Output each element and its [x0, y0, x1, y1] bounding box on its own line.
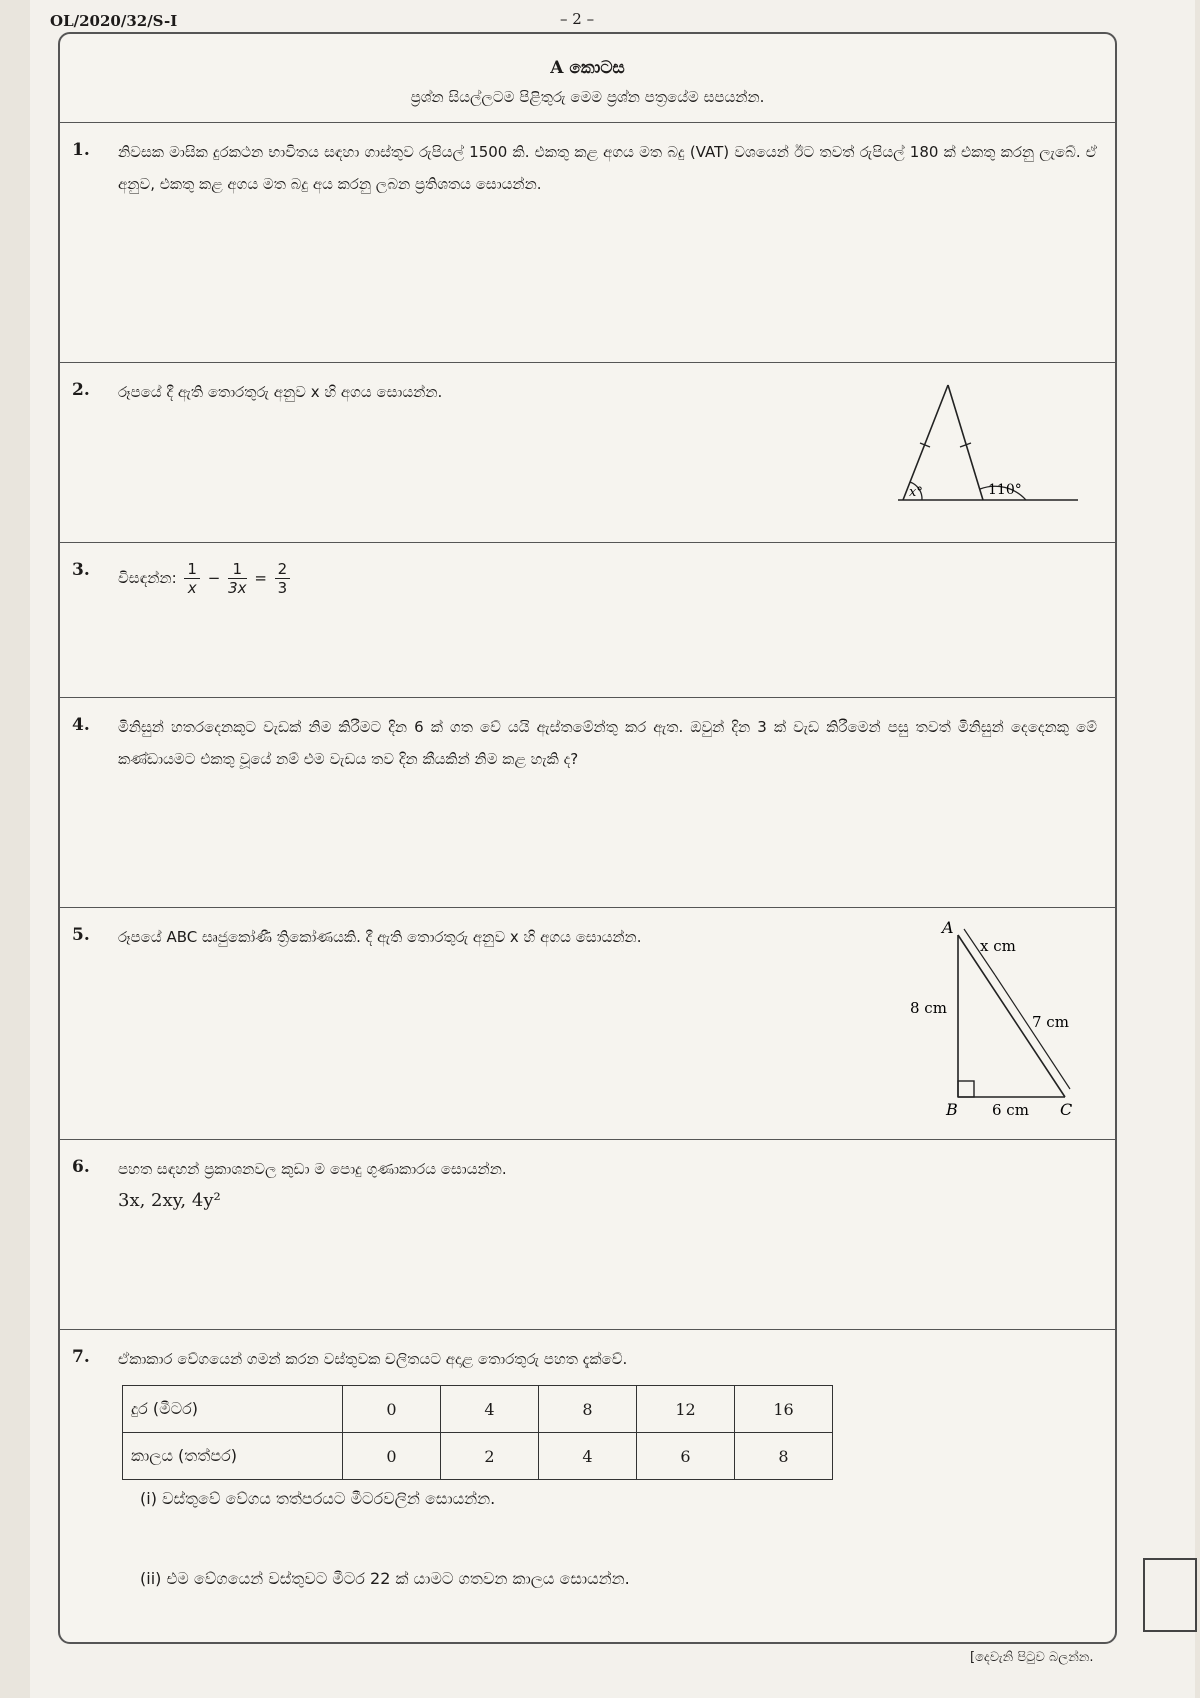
question-text: පහත සඳහන් ප්‍රකාශනවල කුඩා ම පොදු ගුණාකාරය සොයන්න. 3x, 2xy, 4y² — [118, 1153, 1097, 1217]
vertex-B: B — [946, 1100, 958, 1117]
dimension-7 — [995, 975, 1070, 1089]
distance-time-table — [122, 1385, 833, 1480]
isosceles-triangle-figure — [898, 377, 1098, 517]
question-text: මිනිසුන් හතරදෙනකුට වැඩක් නිම කිරීමට දින 6 ක් ගත වේ යයි ඇස්තමේන්තු කර ඇත. ඔවුන් දින 3 ක් වැඩ කිරීමෙන් පසු තවත් මිනිසුන් දෙදෙනකු මේ කණ්ඩායමට එකතු වූයේ නම් එම වැඩය තව දින කීයකින් නිම කළ හැකි ද? — [118, 718, 1097, 768]
question-2 — [60, 362, 1115, 543]
question-text: රූපයේ දී ඇති තොරතුරු අනුව x හි අගය සොයන්න. — [118, 383, 443, 401]
question-number: 7. — [72, 1347, 90, 1367]
question-text: ඒකාකාර වේගයෙන් ගමන් කරන වස්තුවක චලිතයට අදාළ තොරතුරු පහත දැක්වේ. — [118, 1350, 628, 1368]
question-text: විසඳන්න: $\frac{1}{x}$ − $\frac{1}{3x}$ = $\frac{2}{3}$ — [118, 560, 1097, 597]
question-number: 5. — [72, 925, 90, 945]
marks-box — [1143, 1558, 1197, 1632]
part-title: A කොටස — [550, 58, 625, 78]
part-instructions: ප්‍රශ්න සියල්ලටම පිළිතුරු මෙම ප්‍රශ්න පත්‍රයේම සපයන්න. — [410, 88, 765, 106]
left-side — [903, 385, 948, 500]
instruction-label: විසඳන්න: — [118, 569, 177, 587]
vertex-C: C — [1060, 1100, 1073, 1117]
page-number: – 2 – — [560, 10, 595, 28]
right-angle-mark — [958, 1081, 974, 1097]
expressions: 3x, 2xy, 4y² — [118, 1190, 221, 1211]
part-header — [60, 34, 1115, 123]
question-4 — [60, 697, 1115, 908]
angle-110-label: 110° — [988, 482, 1022, 498]
right-triangle-figure — [910, 917, 1110, 1117]
question-1 — [60, 122, 1115, 363]
side-8-label: 8 cm — [910, 999, 947, 1017]
question-number: 4. — [72, 715, 90, 735]
question-3 — [60, 542, 1115, 698]
side-6-label: 6 cm — [992, 1101, 1029, 1117]
table-row: දුර (මීටර) 0 4 8 12 16 — [123, 1386, 833, 1433]
table-row: කාලය (තත්පර) 0 2 4 6 8 — [123, 1433, 833, 1480]
fraction: $\frac{1}{3x}$ — [228, 560, 247, 597]
angle-x-label: x° — [909, 485, 923, 500]
question-5 — [60, 907, 1115, 1140]
question-box — [58, 32, 1117, 1644]
sub-question-i: (i) වස්තුවේ වේගය තත්පරයට මීටරවලින් සොයන්න. — [140, 1489, 496, 1508]
question-number: 1. — [72, 140, 90, 160]
question-number: 2. — [72, 380, 90, 400]
question-text: රූපයේ ABC සෘජුකෝණී ත්‍රිකෝණයකි. දී ඇති තොරතුරු අනුව x හි අගය සොයන්න. — [118, 928, 642, 946]
sub-question-ii: (ii) එම වේගයෙන් වස්තුවට මීටර 22 ක් යාමට ගතවන කාලය සොයන්න. — [140, 1569, 630, 1588]
question-number: 3. — [72, 560, 90, 580]
side-7-label: 7 cm — [1032, 1013, 1069, 1031]
right-side — [948, 385, 983, 500]
turn-page-note: [දෙවැනි පිටුව බලන්න. — [970, 1650, 1094, 1665]
question-6 — [60, 1139, 1115, 1330]
paper-code: OL/2020/32/S-I — [50, 12, 178, 30]
fraction: $\frac{2}{3}$ — [275, 560, 291, 597]
question-7 — [60, 1329, 1115, 1639]
vertex-A: A — [942, 918, 954, 937]
side-x-label: x cm — [980, 937, 1016, 955]
question-number: 6. — [72, 1157, 90, 1177]
question-text: නිවසක මාසික දුරකථන භාවිතය සඳහා ගාස්තුව රුපියල් 1500 කි. එකතු කළ අගය මත බදු (VAT) වශයෙන් ඊට තවත් රුපියල් 180 ක් එකතු කරනු ලැබේ. ඒ අනුව, එකතු කළ අගය මත බදු අය කරනු ලබන ප්‍රතිශතය සොයන්න. — [118, 143, 1097, 193]
fraction: $\frac{1}{x}$ — [184, 560, 200, 597]
